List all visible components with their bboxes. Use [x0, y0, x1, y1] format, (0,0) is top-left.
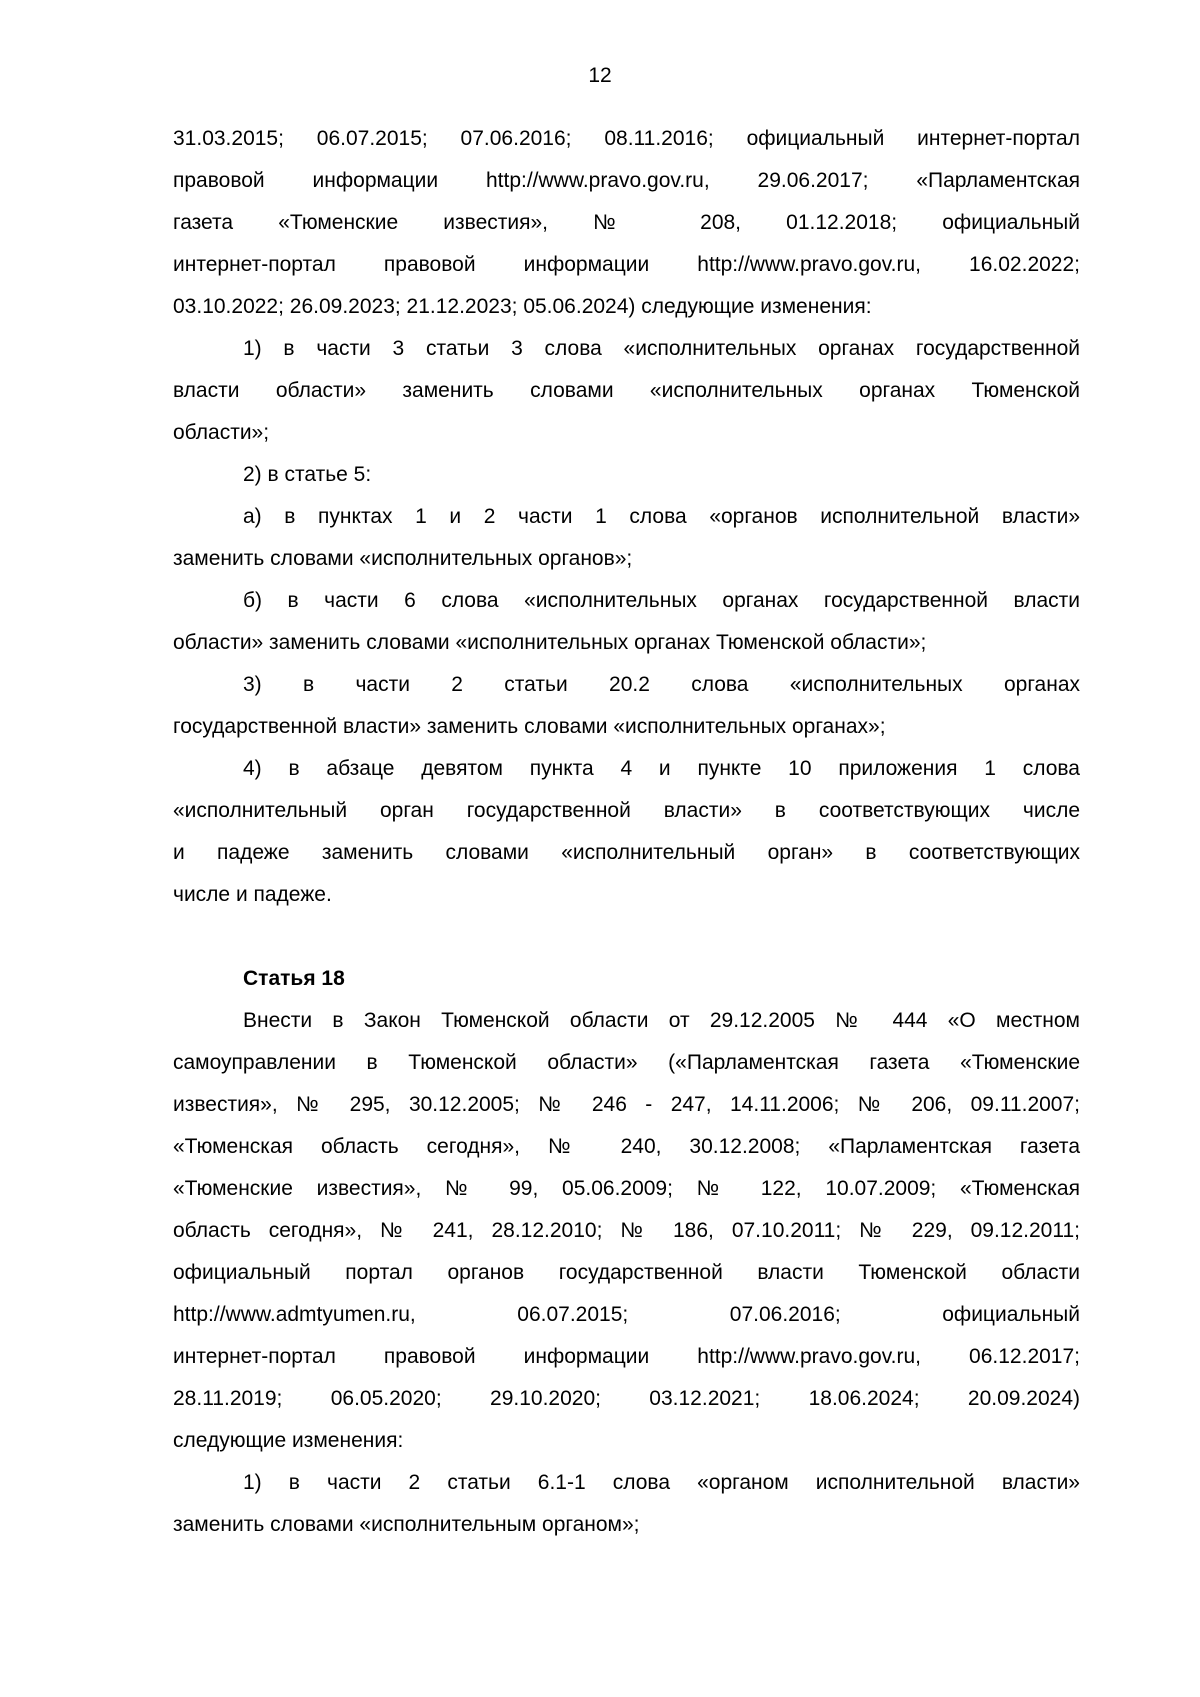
paragraph-line: области»; [173, 421, 270, 444]
paragraph-line: 3) в части 2 статьи 20.2 слова «исполнительных органах [243, 673, 1080, 696]
article-18-line: известия», № 295, 30.12.2005; № 246 - 247, 14.11.2006; № 206, 09.11.2007; [173, 1093, 1080, 1116]
paragraph-line: а) в пунктах 1 и 2 части 1 слова «органов исполнительной власти» [243, 505, 1080, 528]
article-18-line: заменить словами «исполнительным органом»; [173, 1513, 640, 1536]
paragraph-line: 31.03.2015; 06.07.2015; 07.06.2016; 08.11.2016; официальный интернет-портал [173, 127, 1080, 150]
article-18-line: самоуправлении в Тюменской области» («Парламентская газета «Тюменские [173, 1051, 1080, 1074]
article-18-line: 1) в части 2 статьи 6.1-1 слова «органом исполнительной власти» [243, 1471, 1080, 1494]
paragraph-line: заменить словами «исполнительных органов»; [173, 547, 633, 570]
paragraph-line: 2) в статье 5: [243, 463, 372, 486]
paragraph-line: числе и падеже. [173, 883, 332, 906]
paragraph-line: 4) в абзаце девятом пункта 4 и пункте 10 приложения 1 слова [243, 757, 1080, 780]
paragraph-line: 03.10.2022; 26.09.2023; 21.12.2023; 05.06.2024) следующие изменения: [173, 295, 872, 318]
article-18-line: интернет-портал правовой информации http://www.pravo.gov.ru, 06.12.2017; [173, 1345, 1080, 1368]
paragraph-line: «исполнительный орган государственной власти» в соответствующих числе [173, 799, 1080, 822]
article-heading: Статья 18 [243, 967, 345, 990]
article-18-line: официальный портал органов государственной власти Тюменской области [173, 1261, 1080, 1284]
article-18-body [173, 1000, 1080, 1546]
article-18-line: следующие изменения: [173, 1429, 404, 1452]
article-18-line: 28.11.2019; 06.05.2020; 29.10.2020; 03.12.2021; 18.06.2024; 20.09.2024) [173, 1387, 1080, 1410]
article-18-line: «Тюменская область сегодня», № 240, 30.12.2008; «Парламентская газета [173, 1135, 1080, 1158]
paragraph-line: 1) в части 3 статьи 3 слова «исполнительных органах государственной [243, 337, 1080, 360]
paragraph-line: власти области» заменить словами «исполнительных органах Тюменской [173, 379, 1080, 402]
section-gap [173, 916, 1080, 958]
article-18-line: область сегодня», № 241, 28.12.2010; № 186, 07.10.2011; № 229, 09.12.2011; [173, 1219, 1080, 1242]
article-18-line: http://www.admtyumen.ru, 06.07.2015; 07.06.2016; официальный [173, 1303, 1080, 1326]
paragraph-line: и падеже заменить словами «исполнительный орган» в соответствующих [173, 841, 1080, 864]
paragraph-line: области» заменить словами «исполнительных органах Тюменской области»; [173, 631, 927, 654]
paragraph-line: газета «Тюменские известия», № 208, 01.12.2018; официальный [173, 211, 1080, 234]
paragraph-line: интернет-портал правовой информации http://www.pravo.gov.ru, 16.02.2022; [173, 253, 1080, 276]
document-body [173, 118, 1080, 1546]
article-18-line: Внести в Закон Тюменской области от 29.12.2005 № 444 «О местном [243, 1009, 1080, 1032]
page-number: 12 [588, 64, 612, 87]
paragraph-line: правовой информации http://www.pravo.gov.ru, 29.06.2017; «Парламентская [173, 169, 1080, 192]
article-18-line: «Тюменские известия», № 99, 05.06.2009; № 122, 10.07.2009; «Тюменская [173, 1177, 1080, 1200]
paragraph-line: государственной власти» заменить словами «исполнительных органах»; [173, 715, 886, 738]
article-17-continuation [173, 118, 1080, 916]
paragraph-line: б) в части 6 слова «исполнительных органах государственной власти [243, 589, 1080, 612]
